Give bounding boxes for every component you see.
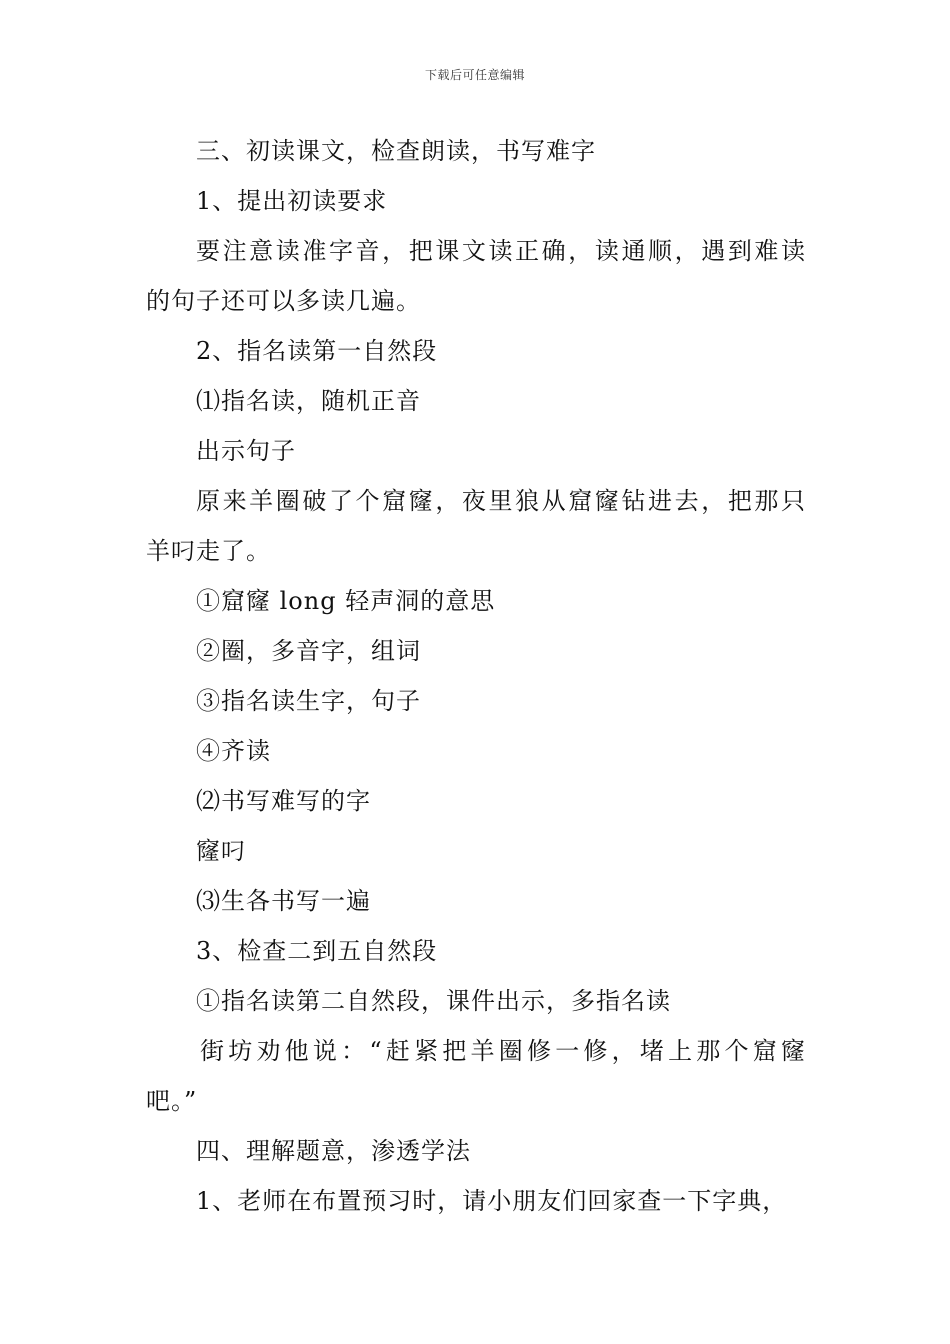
paragraph-line: 3、检查二到五自然段 <box>196 937 438 965</box>
paragraph-line: 出示句子 <box>196 437 296 465</box>
paragraph-line: 要注意读准字音，把课文读正确，读通顺，遇到难读 <box>196 237 806 265</box>
paragraph-line: 1、提出初读要求 <box>196 187 388 215</box>
paragraph-line: ①指名读第二自然段，课件出示，多指名读 <box>196 987 671 1015</box>
paragraph-line: 原来羊圈破了个窟窿，夜里狼从窟窿钻进去，把那只 <box>196 487 806 515</box>
paragraph-line: ⑴指名读，随机正音 <box>196 387 421 415</box>
paragraph-line: 羊叼走了。 <box>146 537 271 565</box>
paragraph-line: 1、老师在布置预习时，请小朋友们回家查一下字典， <box>196 1187 788 1215</box>
paragraph-line: ②圈，多音字，组词 <box>196 637 421 665</box>
paragraph-line: 窿叼 <box>196 837 246 865</box>
paragraph-line: ①窟窿 long 轻声洞的意思 <box>196 587 496 615</box>
paragraph-line: ⑶生各书写一遍 <box>196 887 371 915</box>
paragraph-line: ③指名读生字，句子 <box>196 687 421 715</box>
paragraph-line: ⑵书写难写的字 <box>196 787 371 815</box>
document-body <box>146 126 806 1226</box>
paragraph-line: 的句子还可以多读几遍。 <box>146 287 421 315</box>
paragraph-line: 街坊劝他说：“赶紧把羊圈修一修，堵上那个窟窿 <box>200 1037 806 1065</box>
paragraph-line: 吧。” <box>146 1087 198 1115</box>
section-heading: 四、理解题意，渗透学法 <box>196 1137 471 1165</box>
page-header: 下载后可任意编辑 <box>424 68 525 82</box>
paragraph-line: ④齐读 <box>196 737 271 765</box>
paragraph-line: 2、指名读第一自然段 <box>196 337 438 365</box>
section-heading: 三、初读课文，检查朗读，书写难字 <box>196 137 596 165</box>
